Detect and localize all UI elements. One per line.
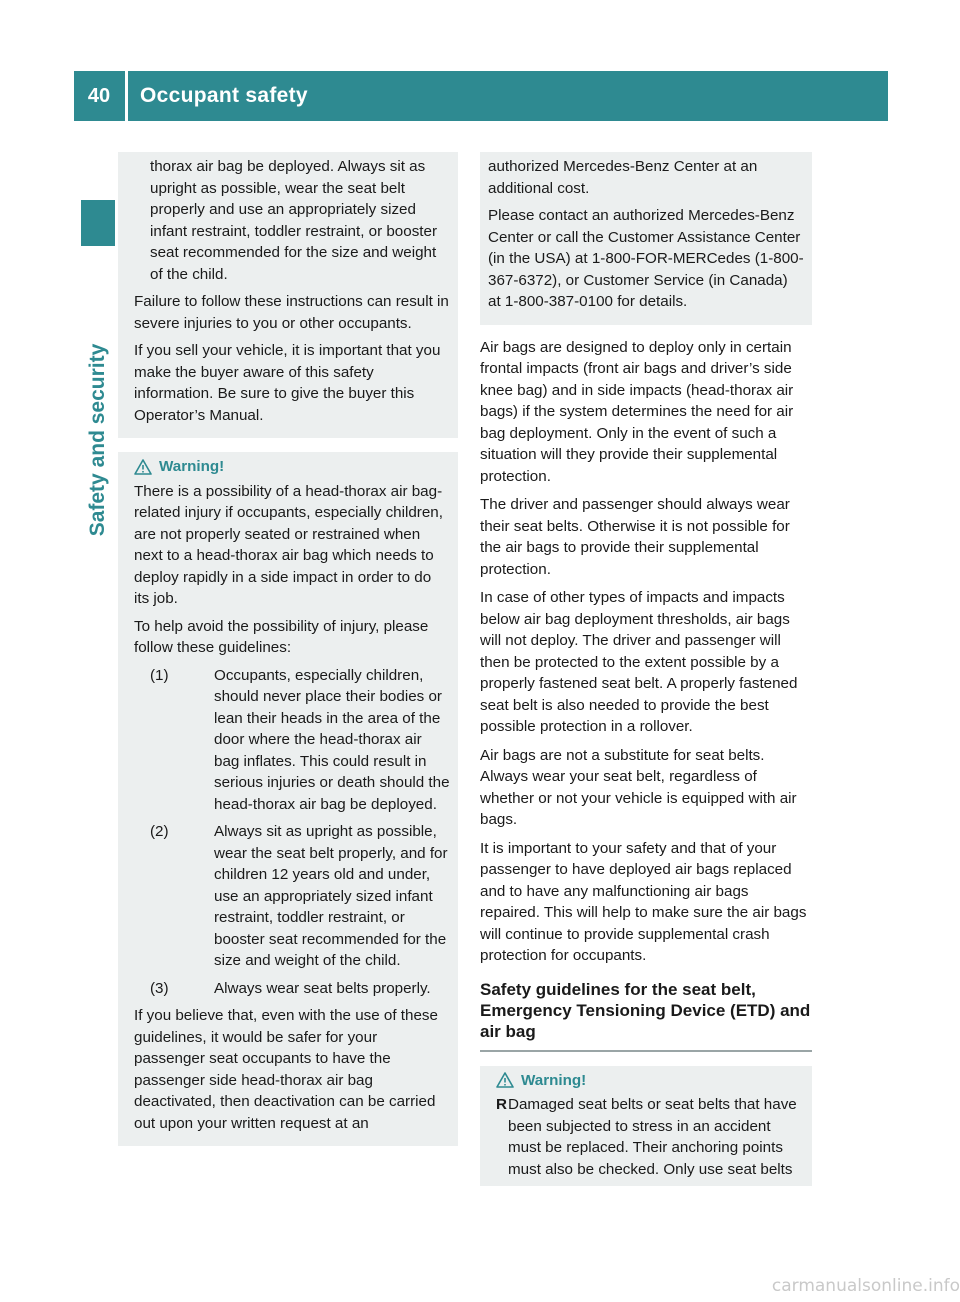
warning-triangle-icon (496, 1072, 514, 1088)
section-heading: Safety guidelines for the seat belt, Emergency Tensioning Device (ETD) and air bag (480, 979, 812, 1052)
item-number: (1) (150, 666, 169, 684)
section-tab-marker (81, 200, 115, 246)
paragraph: If you sell your vehicle, it is important that you make the buyer aware of this safety information. Be sure to give the buyer this Operator’s Manual. (134, 342, 441, 424)
section-label: Safety and security (86, 343, 109, 537)
item-number: (3) (150, 979, 169, 997)
paragraph: There is a possibility of a head-thorax air bag-related injury if occupants, especially children, are not properly seated or restrained when next to a head-thorax air bag which needs to deploy rapidly in a side impact in order to do its job. (134, 482, 443, 607)
paragraph: It is important to your safety and that of your passenger to have deployed air bags replaced and to have any malfunctioning air bags repaired. This will help to make sure the air bags will continue to provide supplemental crash protection for occupants. (480, 839, 807, 964)
indented-text (134, 156, 450, 285)
bullet-text: Damaged seat belts or seat belts that have been subjected to stress in an accident must be replaced. Their anchoring points must also be checked. Only use seat belts (508, 1096, 797, 1178)
paragraph: To help avoid the possibility of injury, please follow these guidelines: (134, 617, 429, 656)
paragraph: Air bags are not a substitute for seat belts. Always wear your seat belt, regardless of whether or not your vehicle is equipped with air bags. (480, 746, 797, 828)
item-text: Always wear seat belts properly. (214, 979, 431, 997)
paragraph: thorax air bag be deployed. Always sit as upright as possible, wear the seat belt properly and use an appropriately sized infant restraint, toddler restraint, or booster seat recommended for the size and weight of the child. (150, 158, 438, 283)
warning-label: Warning! (521, 1071, 587, 1089)
item-text: Occupants, especially children, should never place their bodies or lean their heads in the area of the door where the head-thorax air bag inflates. This could result in serious injuries or death should the head-thorax air bag be deployed. (214, 666, 450, 813)
paragraph: The driver and passenger should always wear their seat belts. Otherwise it is not possible for the air bags to provide their supplemental protection. (480, 496, 790, 578)
bullet-item (496, 1094, 804, 1180)
left-column (118, 152, 458, 1146)
numbered-item (134, 978, 450, 1000)
numbered-item (134, 821, 450, 972)
paragraph: Failure to follow these instructions can result in severe injuries to you or other occupants. (134, 293, 449, 332)
paragraph: Please contact an authorized Mercedes-Benz Center or call the Customer Assistance Center (in the USA) at 1-800-FOR-MERCedes (1-800-367-6372), or Customer Service (in Canada) at 1-800-387-0100 for details. (488, 207, 804, 310)
watermark: carmanualsonline.info (771, 1276, 960, 1296)
warning-heading (134, 456, 450, 478)
info-box (118, 152, 458, 438)
paragraph: authorized Mercedes-Benz Center at an additional cost. (488, 158, 758, 197)
numbered-item (134, 665, 450, 816)
page-title: Occupant safety (140, 84, 308, 107)
paragraph: In case of other types of impacts and impacts below air bag deployment thresholds, air bags will not deploy. The driver and passenger will then be protected to the extent possible by a properly fastened seat belt. A properly fastened seat belt is also needed to provide the best possible protection in a rollover. (480, 589, 798, 735)
item-text: Always sit as upright as possible, wear the seat belt properly, and for children 12 years old and under, use an appropriately sized infant restraint, toddler restraint, or booster seat recommended for the size and weight of the child. (214, 823, 448, 969)
body-text (480, 337, 812, 967)
warning-box (118, 452, 458, 1146)
item-number: (2) (150, 823, 169, 840)
paragraph: Air bags are designed to deploy only in certain frontal impacts (front air bags and driver’s side knee bag) and in side impacts (head-thorax air bags) if the system determines the need for air bag deployment. Only in the event of such a situation will they provide their supplemental protection. (480, 338, 794, 485)
warning-triangle-icon (134, 459, 152, 475)
info-box (480, 152, 812, 325)
header-divider (125, 71, 128, 121)
warning-label: Warning! (159, 458, 225, 475)
page-number: 40 (87, 84, 111, 107)
right-column (480, 152, 812, 1186)
warning-box (480, 1066, 812, 1187)
warning-heading (496, 1070, 804, 1092)
paragraph: If you believe that, even with the use of these guidelines, it would be safer for your passenger seat occupants to have the passenger side head-thorax air bag deactivated, then deactivation can be carried out upon your written request at an (134, 1007, 438, 1132)
bullet-mark: R (496, 1096, 507, 1113)
